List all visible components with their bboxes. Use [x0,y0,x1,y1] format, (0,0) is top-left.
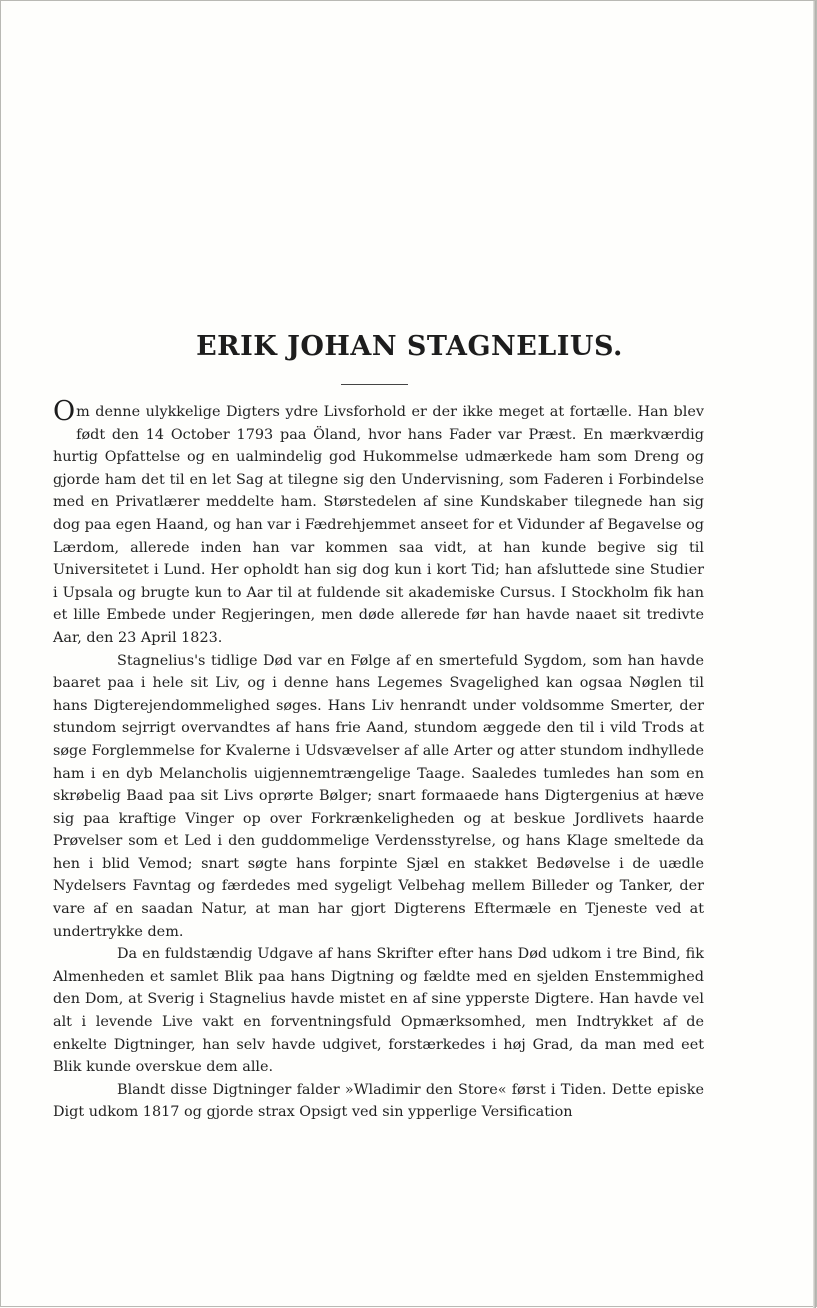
page-edge-shadow [813,1,816,1308]
chapter-title: ERIK JOHAN STAGNELIUS. [196,331,623,362]
paragraph-1 [53,396,704,650]
paragraph-4: Blandt disse Digtninger falder »Wladimir den Store« først i Tiden. Dette episke Digt udkom 1817 og gjorde strax Opsigt ved sin ypperlige Versification [53,1081,704,1121]
initial-letter: O [53,396,76,427]
paragraph-2: Stagnelius's tidlige Død var en Følge af en smertefuld Sygdom, som han havde baaret paa i hele sit Liv, og i denne hans Legemes Svagelighed kan ogsaa Nøglen til hans Digterejendommelighed søges. Hans Liv henrandt under voldsomme Smerter, der stundom sejrrigt overvandtes af hans frie Aand, stundom æggede den til i vild Trods at søge Forglemmelse for Kvalerne i Udsvævelser af alle Arter og atter stundom indhyllede ham i en dyb Melancholis uigjennemtrængelige Taage. Saaledes tumledes han som en skrøbelig Baad paa sit Livs oprørte Bølger; snart formaaede hans Digtergenius at hæve sig paa kraftige Vinger op over Forkrænkeligheden og at beskue Jordlivets haarde Prøvelser som et Led i den guddommelige Verdensstyrelse, og hans Klage smeltede da hen i blid Vemod; snart søgte hans forpinte Sjæl en stakket Bedøvelse i de uædle Nydelsers Favntag og færdedes med sygeligt Velbehag mellem Billeder og Tanker, der vare af en saadan Natur, at man har gjort Digterens Eftermæle en Tjeneste ved at undertrykke dem. [53,652,704,940]
paragraph-3: Da en fuldstændig Udgave af hans Skrifter efter hans Død udkom i tre Bind, fik Almenheden et samlet Blik paa hans Digtning og fældte med en sjelden Enstemmighed den Dom, at Sverig i Stagnelius havde mistet en af sine ypperste Digtere. Han havde vel alt i levende Live vakt en forventningsfuld Opmærksomhed, men Indtrykket af de enkelte Digtninger, han selv havde udgivet, forstærkedes i høj Grad, da man med eet Blik kunde overskue dem alle. [53,946,704,1076]
body-text [53,396,704,1124]
paragraph-1-text: m denne ulykkelige Digters ydre Livsforhold er der ikke meget at fortælle. Han blev født den 14 October 1793 paa Öland, hvor hans Fader var Præst. En mærkværdig hurtig Opfattelse og en ualmindelig god Hukommelse udmærkede ham som Dreng og gjorde ham det til en let Sag at tilegne sig den Undervisning, som Faderen i Forbindelse med en Privatlærer meddelte ham. Størstedelen af sine Kundskaber tilegnede han sig dog paa egen Haand, og han var i Fædrehjemmet anseet for et Vidunder af Begavelse og Lærdom, allerede inden han var kommen saa vidt, at han kunde begive sig til Universitetet i Lund. Her opholdt han sig dog kun i kort Tid; han afsluttede sine Studier i Upsala og brugte kun to Aar til at fuldende sit akademiske Cursus. I Stockholm fik han et lille Embede under Regjeringen, men døde allerede før han havde naaet sit tredivte Aar, den 23 April 1823. [53,404,704,646]
title-divider [341,384,408,385]
